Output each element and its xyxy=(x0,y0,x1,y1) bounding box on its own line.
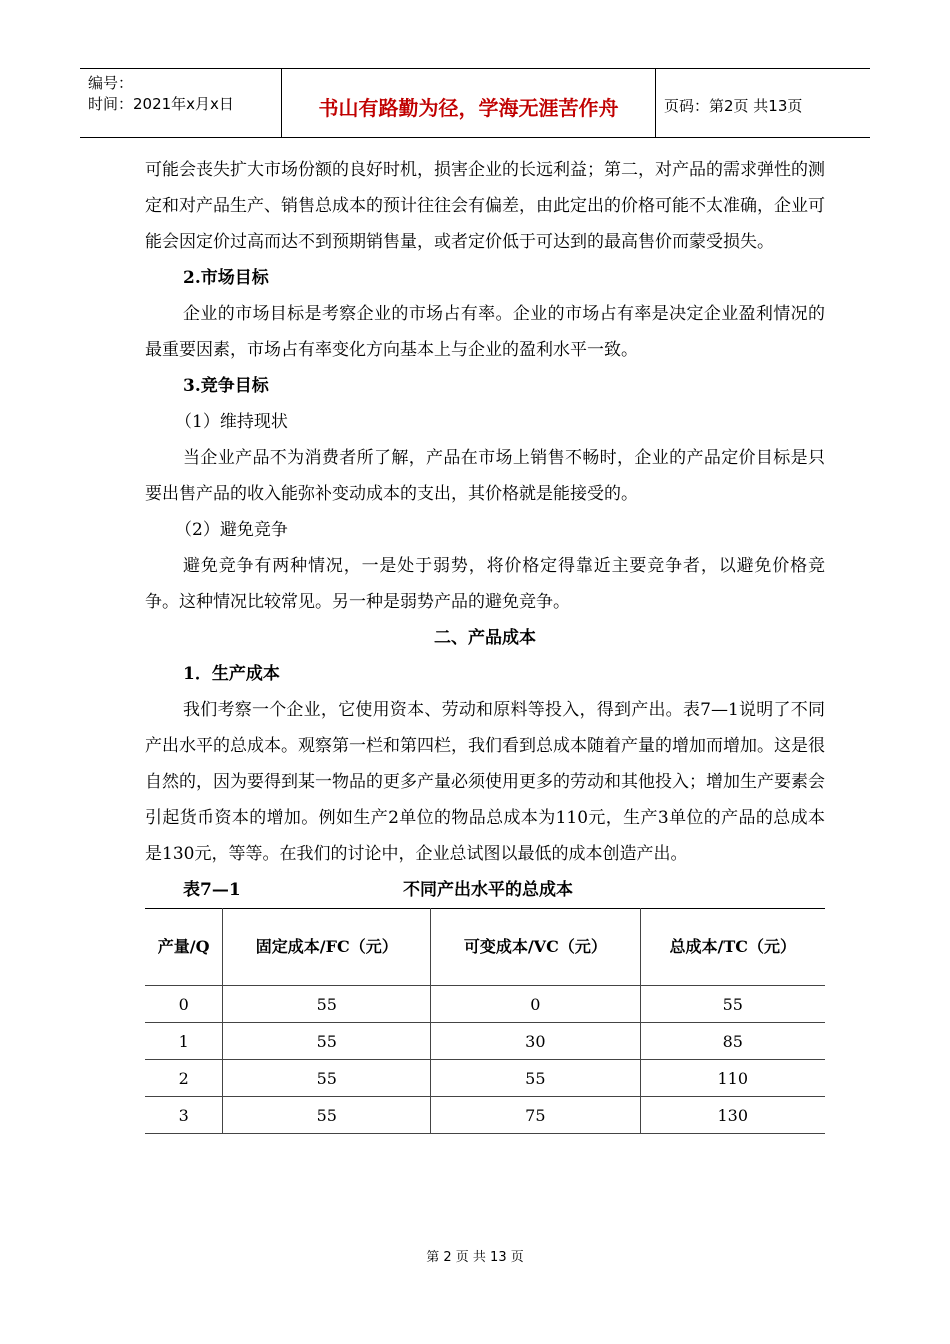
table-row xyxy=(145,1097,825,1134)
table-cell: 3 xyxy=(145,1097,223,1134)
paragraph-production-cost: 我们考察一个企业，它使用资本、劳动和原料等投入，得到产出。表7—1说明了不同产出水平的总成本。观察第一栏和第四栏，我们看到总成本随着产量的增加而增加。这是很自然的，因为要得到某一物品的更多产量必须使用更多的劳动和其他投入；增加生产要素会引起货币资本的增加。例如生产2单位的物品总成本为110元，生产3单位的产品的总成本是130元，等等。在我们的讨论中，企业总试图以最低的成本创造产出。 xyxy=(145,700,825,864)
heading-competition-goal: 3.竞争目标 xyxy=(183,376,269,396)
table-number: 表7—1 xyxy=(183,880,241,900)
cost-table xyxy=(145,908,825,1134)
page-header xyxy=(80,68,870,138)
table-cell: 0 xyxy=(145,986,223,1023)
table-caption xyxy=(145,872,825,908)
table-cell: 55 xyxy=(223,1060,431,1097)
table-cell: 55 xyxy=(223,1023,431,1060)
table-cell: 55 xyxy=(223,1097,431,1134)
paragraph-intro: 可能会丧失扩大市场份额的良好时机，损害企业的长远利益；第二，对产品的需求弹性的测定和对产品生产、销售总成本的预计往往会有偏差，由此定出的价格可能不太准确，企业可能会因定价过高而达不到预期销售量，或者定价低于可达到的最高售价而蒙受损失。 xyxy=(145,160,825,252)
table-cell: 0 xyxy=(431,986,640,1023)
table-cell: 2 xyxy=(145,1060,223,1097)
header-motto: 书山有路勤为径，学海无涯苦作舟 xyxy=(282,69,656,137)
paragraph-avoid-competition: 避免竞争有两种情况，一是处于弱势，将价格定得靠近主要竞争者，以避免价格竞争。这种情况比较常见。另一种是弱势产品的避免竞争。 xyxy=(145,556,825,612)
table-cell: 110 xyxy=(640,1060,825,1097)
subheading-avoid-competition: （2）避免竞争 xyxy=(175,520,288,540)
table-cell: 75 xyxy=(431,1097,640,1134)
table-cell: 130 xyxy=(640,1097,825,1134)
time-label: 时间：2021年x月x日 xyxy=(88,95,234,113)
table-row xyxy=(145,1060,825,1097)
header-meta xyxy=(80,69,282,137)
table-row xyxy=(145,1023,825,1060)
column-header: 固定成本/FC（元） xyxy=(223,909,431,986)
number-label: 编号： xyxy=(88,74,134,92)
column-header: 总成本/TC（元） xyxy=(640,909,825,986)
table-title: 不同产出水平的总成本 xyxy=(403,880,573,900)
document-body xyxy=(145,152,825,1134)
column-header: 可变成本/VC（元） xyxy=(431,909,640,986)
column-header: 产量/Q xyxy=(145,909,223,986)
table-cell: 55 xyxy=(223,986,431,1023)
section-title-product-cost: 二、产品成本 xyxy=(434,628,536,648)
subheading-maintain-status: （1）维持现状 xyxy=(175,412,288,432)
table-cell: 1 xyxy=(145,1023,223,1060)
page-footer: 第 2 页 共 13 页 xyxy=(426,1250,524,1265)
table-cell: 55 xyxy=(431,1060,640,1097)
table-row xyxy=(145,986,825,1023)
table-cell: 85 xyxy=(640,1023,825,1060)
paragraph-market-goal: 企业的市场目标是考察企业的市场占有率。企业的市场占有率是决定企业盈利情况的最重要因素，市场占有率变化方向基本上与企业的盈利水平一致。 xyxy=(145,304,825,360)
table-cell: 55 xyxy=(640,986,825,1023)
paragraph-maintain-status: 当企业产品不为消费者所了解，产品在市场上销售不畅时，企业的产品定价目标是只要出售产品的收入能弥补变动成本的支出，其价格就是能接受的。 xyxy=(145,448,825,504)
heading-market-goal: 2.市场目标 xyxy=(183,268,269,288)
table-cell: 30 xyxy=(431,1023,640,1060)
heading-production-cost: 1．生产成本 xyxy=(183,664,280,684)
header-page-number: 页码：第2页 共13页 xyxy=(664,96,803,115)
